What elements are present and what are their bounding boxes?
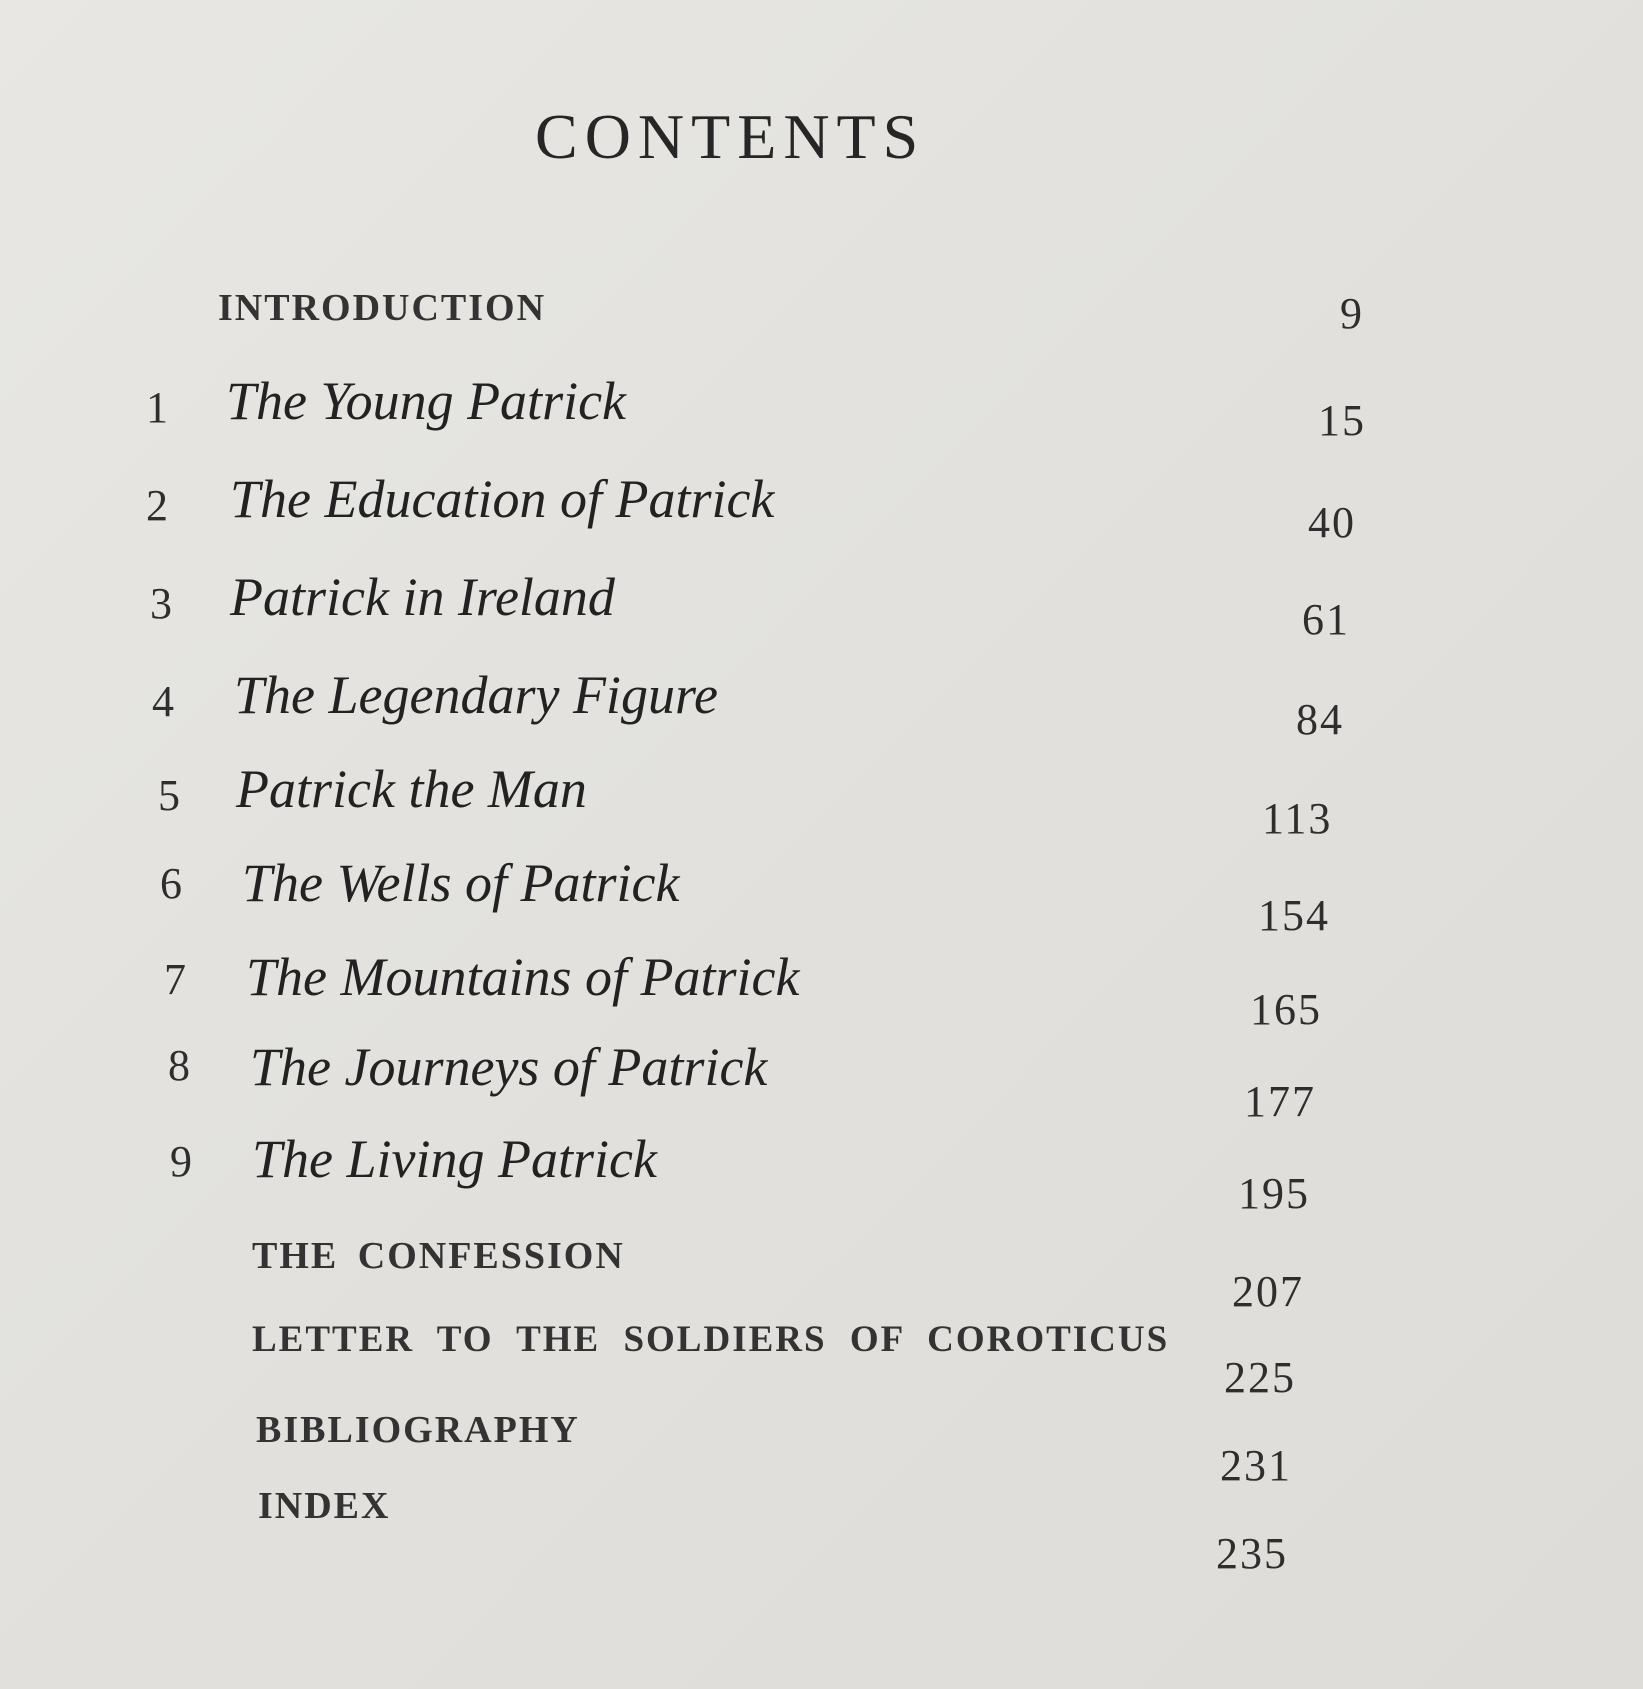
entry-label: LETTER TO THE SOLDIERS OF COROTICUS (252, 1319, 1170, 1360)
entry-page-number: 9 (1340, 289, 1364, 338)
page-title: CONTENTS (535, 101, 926, 172)
chapter-number: 7 (164, 955, 186, 1004)
chapter-number: 5 (158, 771, 180, 820)
chapter-title: The Journeys of Patrick (250, 1037, 768, 1097)
chapter-title: The Young Patrick (226, 371, 627, 431)
chapter-title: Patrick in Ireland (230, 567, 615, 627)
chapter-title: The Wells of Patrick (242, 853, 680, 913)
entry-page-number: 207 (1232, 1267, 1304, 1316)
chapter-title: Patrick the Man (236, 759, 587, 819)
entry-page-number: 165 (1250, 985, 1322, 1034)
chapter-number: 9 (170, 1137, 192, 1186)
entry-page-number: 84 (1296, 695, 1344, 744)
chapter-title: The Education of Patrick (230, 469, 775, 529)
chapter-title: The Legendary Figure (234, 665, 718, 725)
entry-label: INDEX (258, 1485, 391, 1527)
entry-page-number: 195 (1238, 1169, 1310, 1218)
chapter-number: 3 (150, 579, 172, 628)
entry-page-number: 61 (1302, 595, 1350, 644)
chapter-number: 1 (146, 383, 168, 432)
entry-label: THE CONFESSION (252, 1235, 625, 1277)
entry-label: BIBLIOGRAPHY (256, 1409, 580, 1451)
entry-page-number: 40 (1308, 498, 1356, 547)
entry-label: INTRODUCTION (218, 287, 547, 329)
entry-page-number: 235 (1216, 1529, 1288, 1578)
entry-page-number: 177 (1244, 1077, 1316, 1126)
chapter-number: 8 (168, 1041, 190, 1090)
chapter-title: The Living Patrick (252, 1129, 657, 1189)
entry-page-number: 15 (1318, 396, 1366, 445)
entry-page-number: 231 (1220, 1441, 1292, 1490)
entry-page-number: 225 (1224, 1353, 1296, 1402)
entry-page-number: 113 (1262, 794, 1333, 843)
chapter-number: 2 (146, 481, 168, 530)
entry-page-number: 154 (1258, 891, 1330, 940)
chapter-title: The Mountains of Patrick (246, 947, 800, 1007)
chapter-number: 6 (160, 859, 182, 908)
chapter-number: 4 (152, 677, 174, 726)
